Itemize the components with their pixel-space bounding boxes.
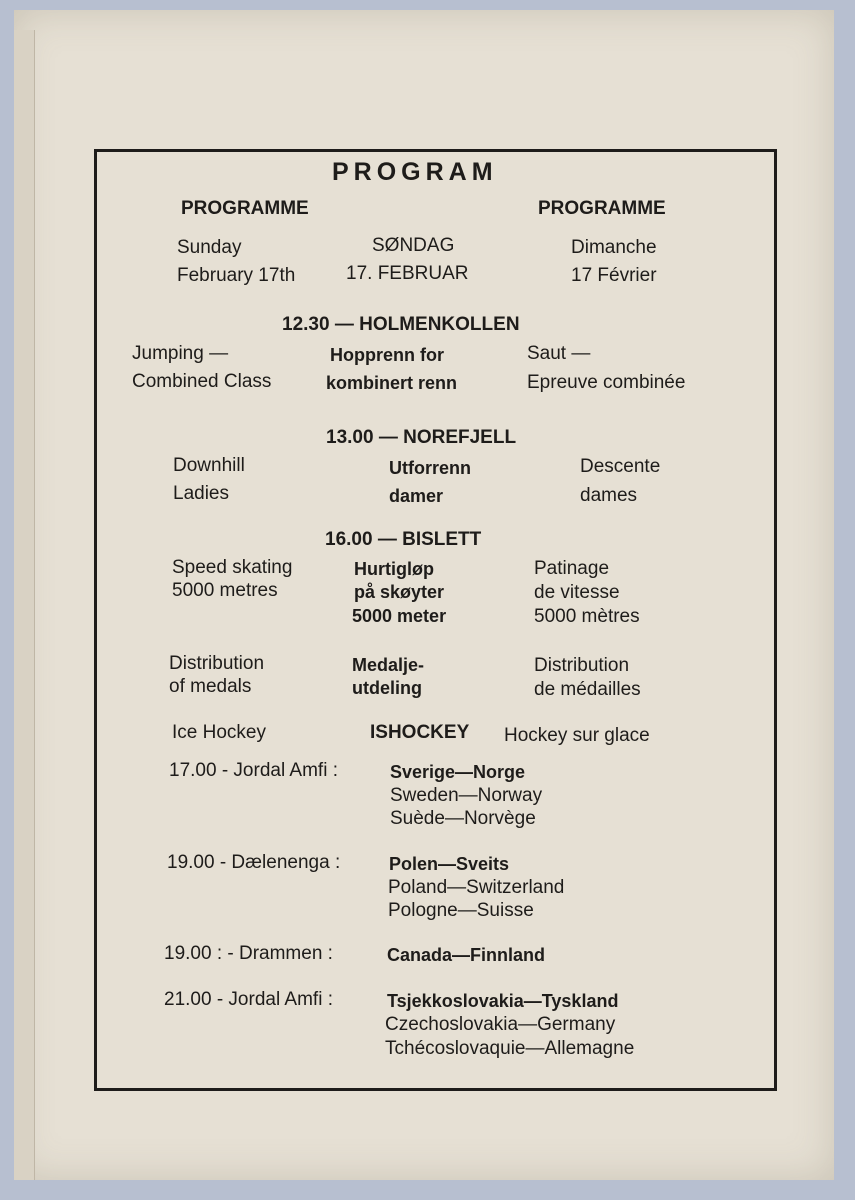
programme-left: PROGRAMME bbox=[181, 198, 309, 219]
event-fr-line: de médailles bbox=[534, 679, 641, 700]
event-en-line: of medals bbox=[169, 676, 252, 697]
event-fr-line: de vitesse bbox=[534, 582, 620, 603]
program-page bbox=[14, 10, 834, 1180]
program-title: PROGRAM bbox=[332, 158, 498, 186]
event-en-line: Downhill bbox=[173, 455, 245, 476]
booklet-spine bbox=[14, 30, 35, 1180]
match-fr: Tchécoslovaquie—Allemagne bbox=[385, 1038, 635, 1059]
match-en: Poland—Switzerland bbox=[388, 877, 565, 898]
event-fr-line: Patinage bbox=[534, 558, 610, 579]
event-no-line: kombinert renn bbox=[326, 373, 458, 393]
event-en-line: Combined Class bbox=[132, 371, 272, 392]
match-fr: Suède—Norvège bbox=[390, 808, 536, 829]
event-no-line: på skøyter bbox=[354, 582, 445, 602]
event-no-line: Hopprenn for bbox=[330, 345, 444, 365]
match-no: Tsjekkoslovakia—Tyskland bbox=[387, 991, 619, 1011]
match-no: Polen—Sveits bbox=[389, 854, 510, 874]
event-heading-bislett: 16.00 — BISLETT bbox=[325, 529, 482, 550]
match-no: Sverige—Norge bbox=[390, 762, 526, 782]
event-heading-norefjell: 13.00 — NOREFJELL bbox=[326, 427, 517, 448]
match-time: 21.00 - Jordal Amfi : bbox=[164, 989, 333, 1010]
day-no: SØNDAG bbox=[372, 235, 455, 256]
match-fr: Pologne—Suisse bbox=[388, 900, 534, 921]
hockey-fr: Hockey sur glace bbox=[504, 725, 650, 746]
date-en: February 17th bbox=[177, 265, 296, 286]
event-fr-line: Descente bbox=[580, 456, 661, 477]
programme-right: PROGRAMME bbox=[538, 198, 666, 219]
event-en-line: Speed skating bbox=[172, 557, 293, 578]
day-fr: Dimanche bbox=[571, 237, 657, 258]
hockey-en: Ice Hockey bbox=[172, 722, 266, 743]
event-no-line: Medalje- bbox=[352, 655, 425, 675]
event-fr-line: Epreuve combinée bbox=[527, 372, 686, 393]
day-en: Sunday bbox=[177, 237, 242, 258]
event-en-line: Distribution bbox=[169, 653, 265, 674]
event-no-line: 5000 meter bbox=[352, 606, 447, 626]
event-en-line: Jumping — bbox=[132, 343, 229, 364]
match-en: Sweden—Norway bbox=[390, 785, 543, 806]
event-no-line: damer bbox=[389, 486, 444, 506]
match-time: 19.00 : - Drammen : bbox=[164, 943, 333, 964]
match-en: Czechoslovakia—Germany bbox=[385, 1014, 616, 1035]
event-en-line: Ladies bbox=[173, 483, 229, 504]
match-time: 19.00 - Dælenenga : bbox=[167, 852, 341, 873]
event-en-line: 5000 metres bbox=[172, 580, 278, 601]
date-fr: 17 Février bbox=[571, 265, 657, 286]
event-no-line: Utforrenn bbox=[389, 458, 471, 478]
event-fr-line: Distribution bbox=[534, 655, 630, 676]
date-no: 17. FEBRUAR bbox=[346, 263, 469, 284]
hockey-no: ISHOCKEY bbox=[370, 722, 470, 743]
event-heading-holmenkollen: 12.30 — HOLMENKOLLEN bbox=[282, 314, 520, 335]
event-no-line: utdeling bbox=[352, 678, 422, 698]
event-fr-line: 5000 mètres bbox=[534, 606, 640, 627]
match-time: 17.00 - Jordal Amfi : bbox=[169, 760, 338, 781]
event-fr-line: dames bbox=[580, 485, 638, 506]
match-no: Canada—Finnland bbox=[387, 945, 546, 965]
event-fr-line: Saut — bbox=[527, 343, 591, 364]
event-no-line: Hurtigløp bbox=[354, 559, 434, 579]
